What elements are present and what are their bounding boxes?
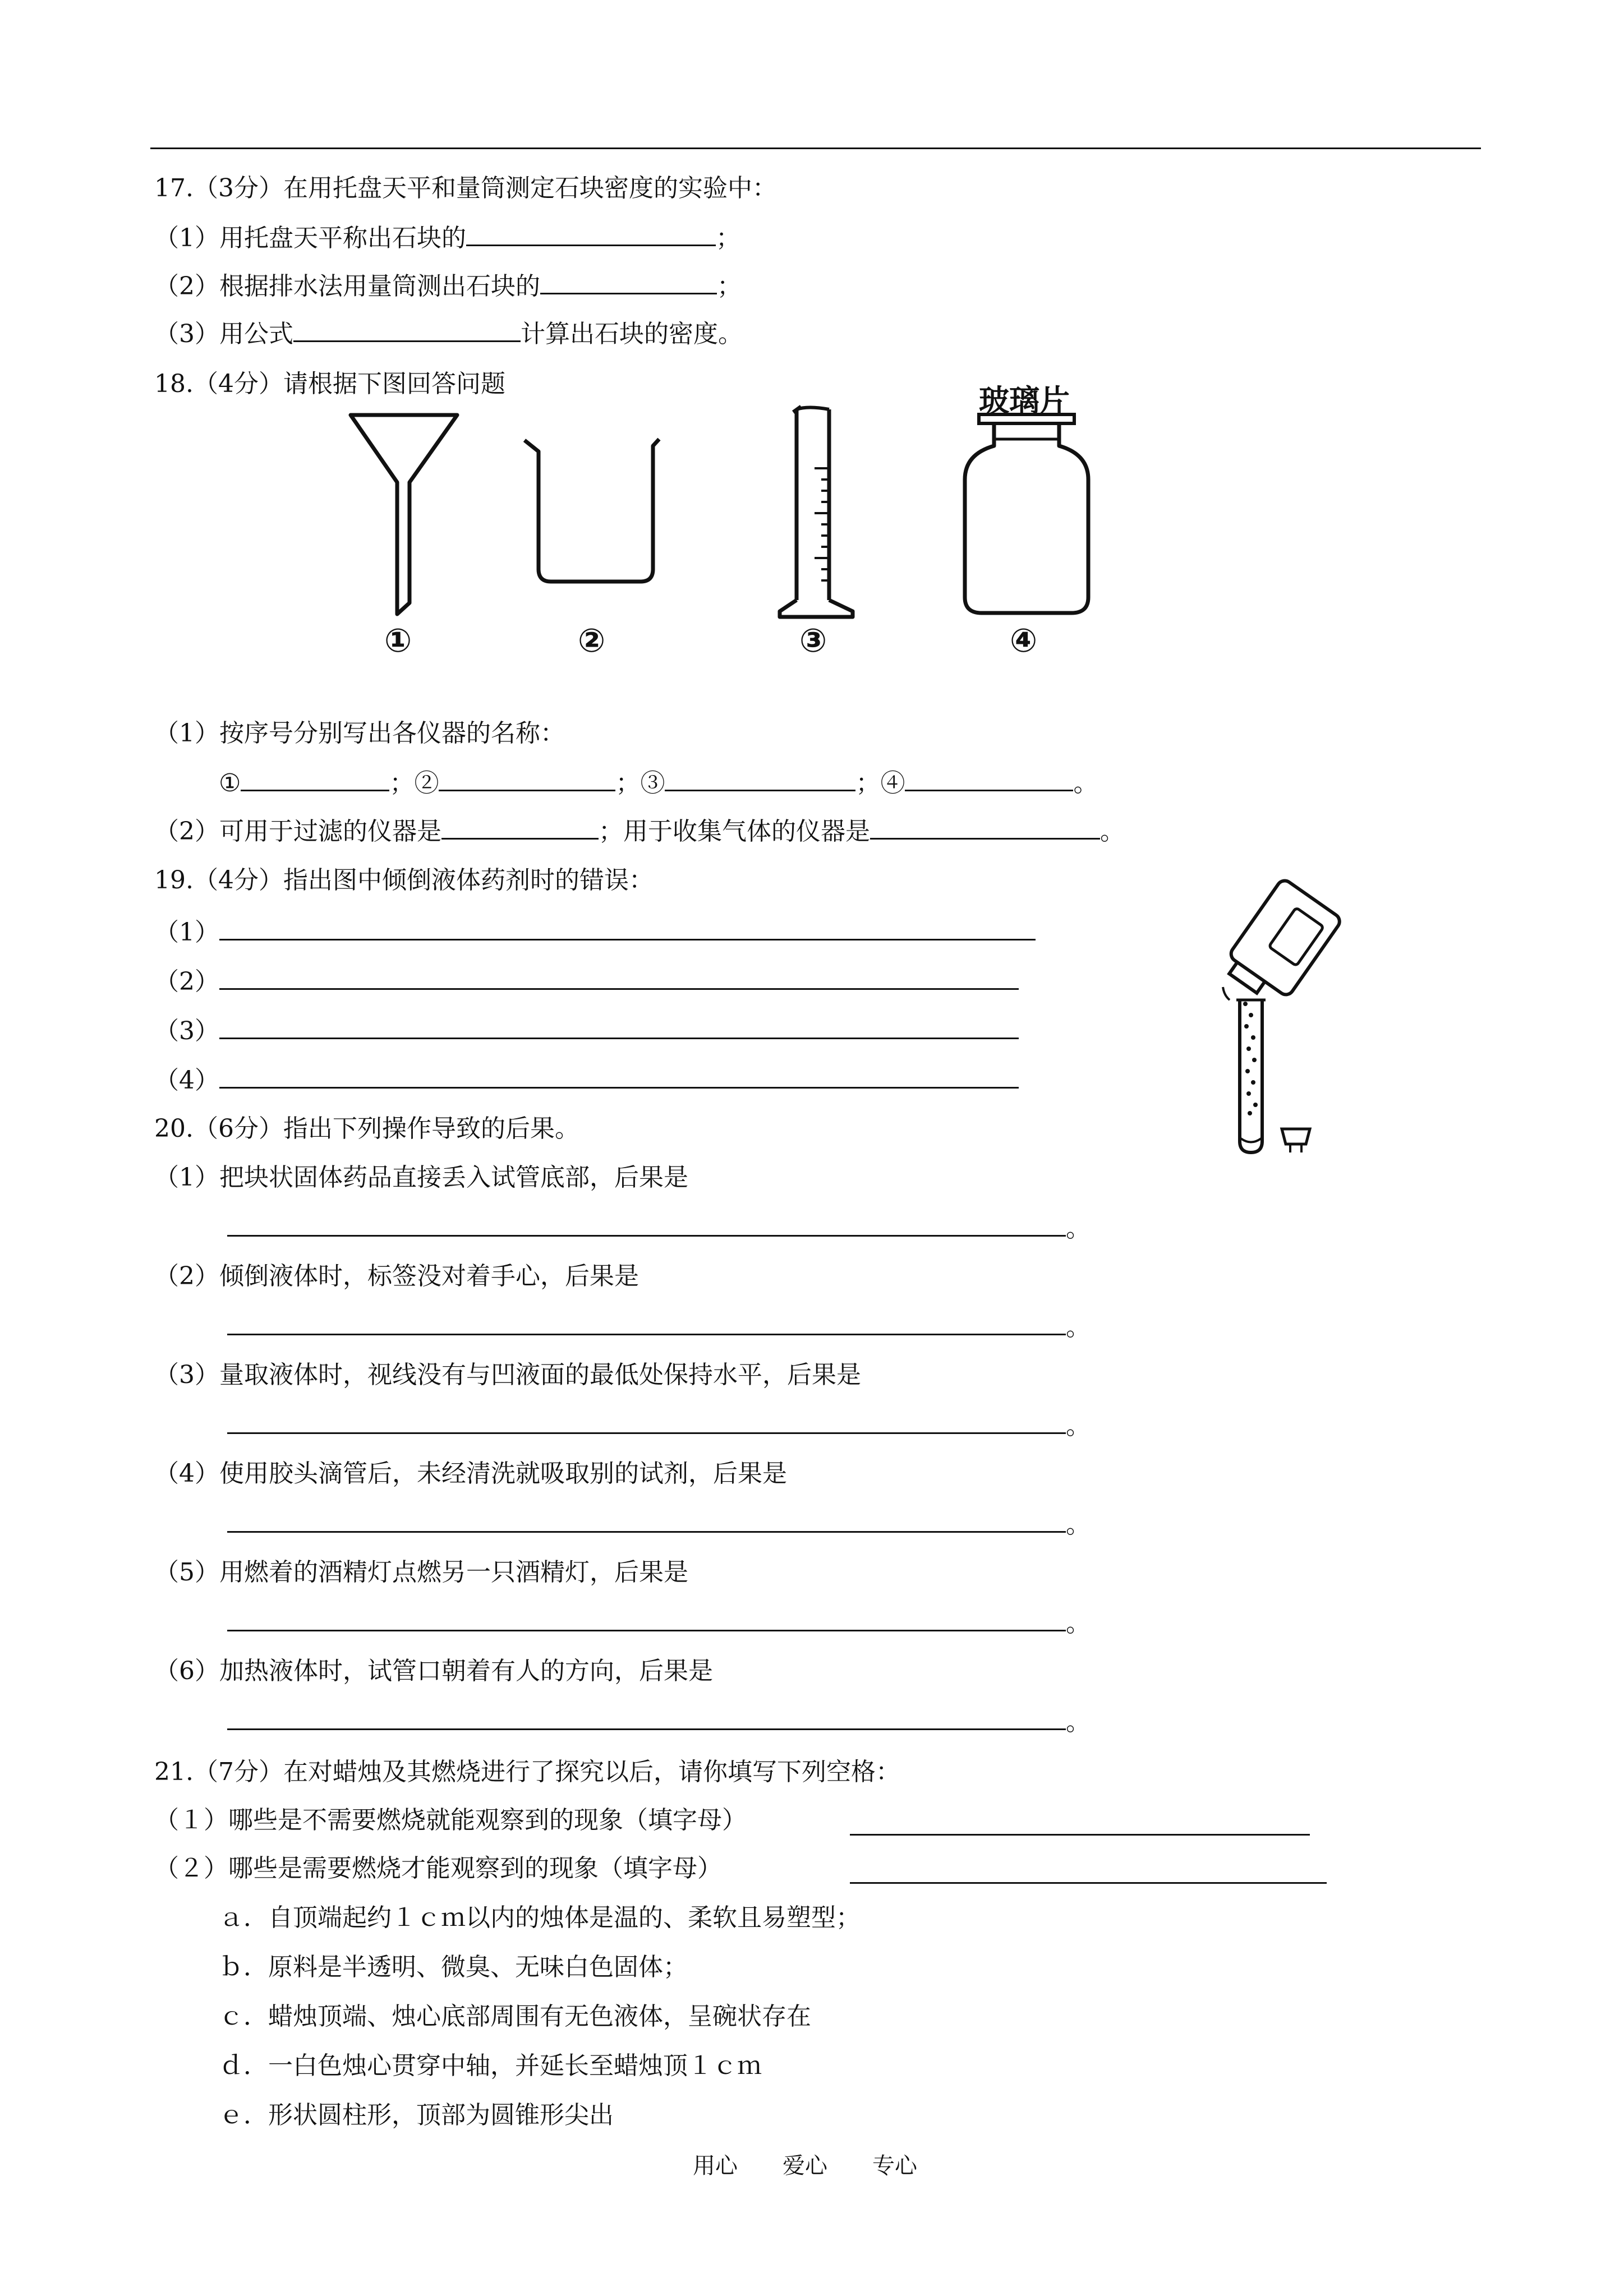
q17-part1 <box>154 220 740 255</box>
q18-part2-end: 。 <box>1100 817 1125 846</box>
q18-blank3[interactable] <box>665 765 855 791</box>
q20-blank4[interactable] <box>227 1506 1066 1533</box>
q18-blank5[interactable] <box>441 813 599 840</box>
label-4: ④ <box>1010 621 1038 660</box>
q21-part2-text: （２）哪些是需要燃烧才能观察到的现象（填字母） <box>154 1854 722 1883</box>
q20-item1: （1）把块状固体药品直接丢入试管底部，后果是 <box>154 1163 688 1192</box>
q20-end3: 。 <box>1066 1412 1091 1440</box>
q19-item2 <box>154 963 1019 999</box>
q18-blank2[interactable] <box>439 765 615 791</box>
q17-part3-end: 计算出石块的密度。 <box>521 320 743 348</box>
q18-mark1: ① <box>219 769 241 797</box>
q18-mark3: ；③ <box>615 769 665 797</box>
q19-blank2[interactable] <box>219 963 1019 990</box>
q17-part2-text: （2）根据排水法用量筒测出石块的 <box>154 272 540 301</box>
q17-part3-text: （3）用公式 <box>154 320 293 348</box>
q19-item3 <box>154 1013 1019 1048</box>
q19-blank1[interactable] <box>219 914 1036 940</box>
footer <box>693 2149 917 2183</box>
q20-item6: （6）加热液体时，试管口朝着有人的方向，后果是 <box>154 1657 713 1685</box>
q18-mark2: ；② <box>389 769 439 797</box>
graduated-cylinder-icon <box>774 407 864 620</box>
q18-mark-end: 。 <box>1073 769 1098 797</box>
q20-blank2[interactable] <box>227 1309 1066 1335</box>
q18-names-row <box>219 765 1098 800</box>
q18-mark4: ；④ <box>855 769 905 797</box>
q20-answer6 <box>227 1704 1091 1739</box>
q20-blank5[interactable] <box>227 1605 1066 1631</box>
q18-part2-mid: ；用于收集气体的仪器是 <box>599 817 870 846</box>
q21-option-c: ｃ．蜡烛顶端、烛心底部周围有无色液体，呈碗状存在 <box>219 2002 811 2031</box>
q21-blank2[interactable] <box>850 1857 1327 1884</box>
q20-end6: 。 <box>1066 1708 1091 1736</box>
q18-blank6[interactable] <box>870 813 1100 840</box>
q21-option-d: ｄ．一白色烛心贯穿中轴，并延长至蜡烛顶１ｃｍ <box>219 2051 762 2080</box>
q19-item4-label: （4） <box>154 1066 219 1095</box>
q17-title: 17.（3分）在用托盘天平和量筒测定石块密度的实验中： <box>154 174 777 202</box>
q20-item3: （3）量取液体时，视线没有与凹液面的最低处保持水平，后果是 <box>154 1361 861 1389</box>
q17-blank3[interactable] <box>293 316 521 342</box>
q21-option-e: ｅ．形状圆柱形，顶部为圆锥形尖出 <box>219 2101 614 2129</box>
footer-text-3: 专心 <box>872 2153 917 2179</box>
funnel-icon <box>348 412 460 614</box>
q21-part1 <box>154 1804 747 1837</box>
footer-text-2: 爱心 <box>783 2153 827 2179</box>
q20-blank3[interactable] <box>227 1408 1066 1434</box>
q17-part2-end: ； <box>717 272 742 301</box>
q19-blank4[interactable] <box>219 1062 1019 1089</box>
q17-blank2[interactable] <box>540 268 717 294</box>
q20-end2: 。 <box>1066 1313 1091 1341</box>
q20-end5: 。 <box>1066 1609 1091 1638</box>
q20-answer2 <box>227 1309 1091 1344</box>
q18-part2 <box>154 813 1125 849</box>
q21-blank1[interactable] <box>850 1809 1310 1836</box>
q21-part1-text: （１）哪些是不需要燃烧就能观察到的现象（填字母） <box>154 1806 747 1834</box>
q20-item5: （5）用燃着的酒精灯点燃另一只酒精灯，后果是 <box>154 1558 688 1587</box>
q17-part2 <box>154 268 742 303</box>
q20-end1: 。 <box>1066 1214 1091 1243</box>
q20-answer1 <box>227 1210 1091 1246</box>
q20-item4: （4）使用胶头滴管后，未经清洗就吸取别的试剂，后果是 <box>154 1459 787 1488</box>
q19-item1-label: （1） <box>154 918 219 947</box>
q20-title: 20.（6分）指出下列操作导致的后果。 <box>154 1114 579 1143</box>
q20-answer4 <box>227 1506 1091 1542</box>
q20-blank6[interactable] <box>227 1704 1066 1730</box>
q19-item3-label: （3） <box>154 1017 219 1045</box>
q21-option-b: ｂ．原料是半透明、微臭、无味白色固体； <box>219 1953 688 1981</box>
q18-part2-text: （2）可用于过滤的仪器是 <box>154 817 441 846</box>
q20-blank1[interactable] <box>227 1210 1066 1237</box>
q17-part1-end: ； <box>716 224 740 252</box>
q18-blank4[interactable] <box>905 765 1073 791</box>
beaker-icon <box>522 435 668 586</box>
q19-title: 19.（4分）指出图中倾倒液体药剂时的错误： <box>154 866 654 895</box>
q21-option-a: ａ．自顶端起约１ｃｍ以内的烛体是温的、柔软且易塑型； <box>219 1903 861 1932</box>
q19-item2-label: （2） <box>154 967 219 996</box>
q19-item1 <box>154 914 1036 949</box>
q21-title: 21.（7分）在对蜡烛及其燃烧进行了探究以后，请你填写下列空格： <box>154 1758 900 1786</box>
q20-answer5 <box>227 1605 1091 1640</box>
q17-part1-text: （1）用托盘天平称出石块的 <box>154 224 466 252</box>
glass-plate-label: 玻璃片 <box>979 383 1070 418</box>
footer-text-1: 用心 <box>693 2153 738 2179</box>
q19-item4 <box>154 1062 1019 1098</box>
q18-part1: （1）按序号分别写出各仪器的名称： <box>154 719 565 748</box>
q20-answer3 <box>227 1408 1091 1443</box>
gas-bottle-icon <box>959 412 1094 617</box>
q19-blank3[interactable] <box>219 1013 1019 1039</box>
q17-part3 <box>154 316 743 351</box>
q20-end4: 。 <box>1066 1510 1091 1539</box>
label-1: ① <box>384 621 412 660</box>
q21-part2 <box>154 1852 722 1885</box>
header-rule <box>150 147 1481 149</box>
q17-blank1[interactable] <box>466 220 716 246</box>
pouring-liquid-figure <box>1212 883 1363 1164</box>
q18-title: 18.（4分）请根据下图回答问题 <box>154 370 505 398</box>
label-3: ③ <box>799 621 827 660</box>
label-2: ② <box>578 621 606 660</box>
q20-item2: （2）倾倒液体时，标签没对着手心，后果是 <box>154 1262 639 1290</box>
q18-blank1[interactable] <box>241 765 389 791</box>
